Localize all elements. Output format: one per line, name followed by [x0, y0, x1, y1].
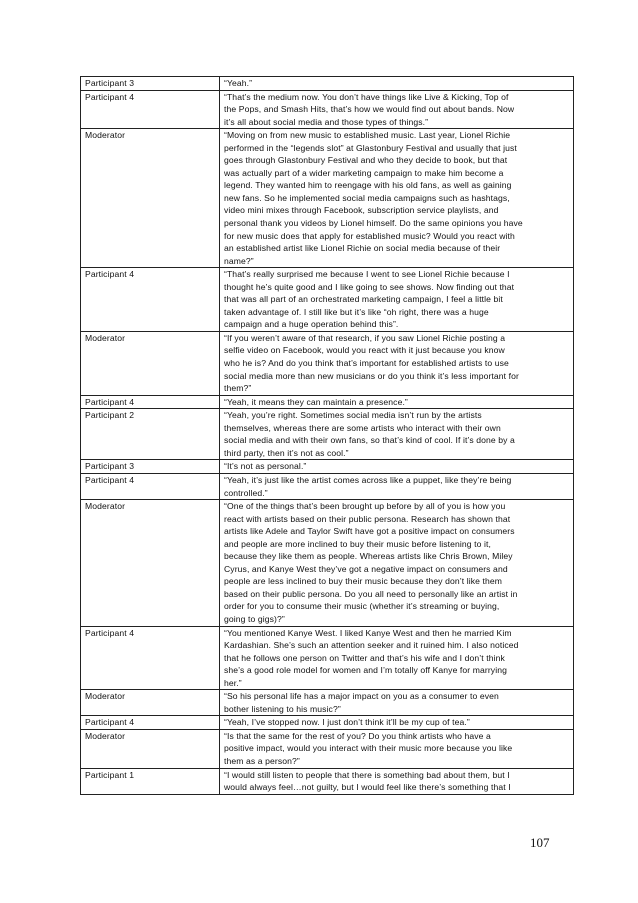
- transcript-row: [81, 729, 574, 768]
- speaker-cell: Participant 3: [81, 77, 220, 91]
- utterance-cell: “You mentioned Kanye West. I liked Kanye West and then he married Kim Kardashian. She’s such an attention seeker and it ruined him. I also noticed that he follows one person on Twitter and that’s his wife and I don’t think she’s a good role model for women and I’m totally off Kanye for marrying her.”: [220, 626, 574, 690]
- speaker-cell: Moderator: [81, 331, 220, 395]
- utterance-cell: “If you weren’t aware of that research, if you saw Lionel Richie posting a selfie video on Facebook, would you react with it just because you know who he is? And do you think that’s important for established artists to use social media more than new musicians or do you think it’s less important for them?”: [220, 331, 574, 395]
- transcript-body: [81, 77, 574, 795]
- transcript-row: [81, 268, 574, 332]
- speaker-cell: Participant 2: [81, 409, 220, 460]
- utterance-cell: “Yeah, you’re right. Sometimes social media isn’t run by the artists themselves, whereas there are some artists who interact with their own social media and with their own fans, so that’s kind of cool. If it’s done by a third party, then it’s not as cool.”: [220, 409, 574, 460]
- transcript-row: [81, 129, 574, 268]
- transcript-row: [81, 77, 574, 91]
- utterance-cell: “Moving on from new music to established music. Last year, Lionel Richie performed in the “legends slot” at Glastonbury Festival and usually that just goes through Glastonbury Festival and who they decide to book, but that was actually part of a wider marketing campaign to make him become a legend. They wanted him to reengage with his old fans, as well as gaining new fans. So he implemented social media campaigns such as hashtags, video mini mixes through Facebook, subscription service playlists, and personal thank you videos by Lionel himself. Do the same opinions you have for new music does that apply for established music? Would you react with an established artist like Lionel Richie on social media because of their name?”: [220, 129, 574, 268]
- speaker-cell: Moderator: [81, 500, 220, 626]
- transcript-row: [81, 90, 574, 129]
- speaker-cell: Moderator: [81, 690, 220, 716]
- transcript-row: [81, 395, 574, 409]
- utterance-cell: “That’s really surprised me because I went to see Lionel Richie because I thought he’s quite good and I like going to see shows. Now finding out that that was all part of an orchestrated marketing campaign, I feel a little bit taken advantage of. I still like but it’s like “oh right, there was a huge campaign and a huge operation behind this”.: [220, 268, 574, 332]
- transcript-row: [81, 500, 574, 626]
- utterance-cell: “One of the things that’s been brought up before by all of you is how you react with artists based on their public persona. Research has shown that artists like Adele and Taylor Swift have got a positive impact on consumers and people are more inclined to buy their music before listening to it, because they like them as people. Whereas artists like Chris Brown, Miley Cyrus, and Kanye West they’ve got a negative impact on consumers and people are less inclined to buy their music because they don’t like them based on their public persona. Do you all need to personally like an artist in order for you to consume their music (whether it’s streaming or buying, going to gigs)?”: [220, 500, 574, 626]
- transcript-row: [81, 716, 574, 730]
- utterance-cell: “Yeah, I’ve stopped now. I just don’t think it’ll be my cup of tea.”: [220, 716, 574, 730]
- speaker-cell: Participant 4: [81, 716, 220, 730]
- utterance-cell: “It’s not as personal.”: [220, 460, 574, 474]
- utterance-cell: “I would still listen to people that there is something bad about them, but I would always feel…not guilty, but I would feel like there’s something that I: [220, 768, 574, 794]
- speaker-cell: Participant 4: [81, 626, 220, 690]
- transcript-row: [81, 409, 574, 460]
- utterance-cell: “That’s the medium now. You don’t have things like Live & Kicking, Top of the Pops, and Smash Hits, that’s how we would find out about bands. Now it’s all about social media and those types of things.”: [220, 90, 574, 129]
- transcript-row: [81, 473, 574, 499]
- speaker-cell: Participant 4: [81, 90, 220, 129]
- transcript-table: [80, 76, 574, 795]
- speaker-cell: Participant 4: [81, 473, 220, 499]
- speaker-cell: Participant 1: [81, 768, 220, 794]
- speaker-cell: Participant 4: [81, 268, 220, 332]
- utterance-cell: “So his personal life has a major impact on you as a consumer to even bother listening to his music?”: [220, 690, 574, 716]
- transcript-row: [81, 460, 574, 474]
- speaker-cell: Moderator: [81, 129, 220, 268]
- transcript-row: [81, 690, 574, 716]
- utterance-cell: “Yeah.”: [220, 77, 574, 91]
- transcript-row: [81, 626, 574, 690]
- transcript-row: [81, 768, 574, 794]
- speaker-cell: Participant 3: [81, 460, 220, 474]
- page-number: 107: [530, 835, 550, 850]
- utterance-cell: “Yeah, it’s just like the artist comes across like a puppet, like they’re being controlled.”: [220, 473, 574, 499]
- speaker-cell: Moderator: [81, 729, 220, 768]
- utterance-cell: “Yeah, it means they can maintain a presence.”: [220, 395, 574, 409]
- speaker-cell: Participant 4: [81, 395, 220, 409]
- utterance-cell: “Is that the same for the rest of you? Do you think artists who have a positive impact, would you interact with their music more because you like them as a person?”: [220, 729, 574, 768]
- transcript-row: [81, 331, 574, 395]
